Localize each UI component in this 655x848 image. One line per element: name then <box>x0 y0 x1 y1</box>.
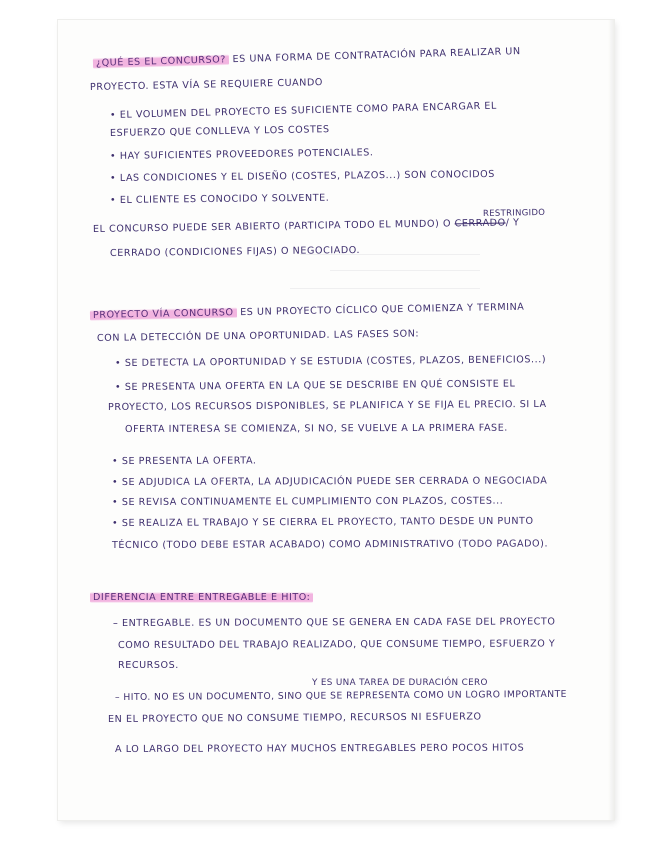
section1-bullet: • EL CLIENTE ES CONOCIDO Y SOLVENTE. <box>109 192 330 206</box>
section2-intro2: CON LA DETECCIÓN DE UNA OPORTUNIDAD. LAS FASES SON: <box>96 328 420 344</box>
section2-bullet: • SE REVISA CONTINUAMENTE EL CUMPLIMIENTO CON PLAZOS, COSTES... <box>111 495 504 508</box>
section1-heading: ¿QUÉ ES EL CONCURSO? <box>93 54 229 69</box>
section3-closing: A LO LARGO DEL PROYECTO HAY MUCHOS ENTREGABLES PERO POCOS HITOS <box>114 742 525 755</box>
section1-closing1-struck: CERRADO <box>454 217 506 230</box>
section3-line: RECURSOS. <box>118 660 179 671</box>
section3-heading-line <box>90 592 313 604</box>
section1-intro: ES UNA FORMA DE CONTRATACIÓN PARA REALIZAR UN <box>232 46 521 66</box>
section2-bullet: • SE PRESENTA UNA OFERTA EN LA QUE SE DESCRIBE EN QUÉ CONSISTE EL <box>114 378 516 393</box>
section1-bullet: • LAS CONDICIONES Y EL DISEÑO (COSTES, PLAZOS...) SON CONOCIDOS <box>109 168 495 184</box>
section1-bullet: • EL VOLUMEN DEL PROYECTO ES SUFICIENTE COMO PARA ENCARGAR EL <box>109 100 497 121</box>
section2-heading: PROYECTO VÍA CONCURSO <box>90 307 237 321</box>
section2-bullet: • SE DETECTA LA OPORTUNIDAD Y SE ESTUDIA (COSTES, PLAZOS, BENEFICIOS...) <box>114 354 547 369</box>
section2-bullet: • SE ADJUDICA LA OFERTA, LA ADJUDICACIÓN PUEDE SER CERRADA O NEGOCIADA <box>111 475 548 488</box>
section1-bullet: ESFUERZO QUE CONLLEVA Y LOS COSTES <box>109 124 330 139</box>
section1-closing1: EL CONCURSO PUEDE SER ABIERTO (PARTICIPA TODO EL MUNDO) O <box>92 218 452 235</box>
section1-closing1-end: / Y <box>505 217 520 229</box>
section3-line: COMO RESULTADO DEL TRABAJO REALIZADO, QUE CONSUME TIEMPO, ESFUERZO Y <box>117 638 556 651</box>
section2-bullet-cont: PROYECTO, LOS RECURSOS DISPONIBLES, SE PLANIFICA Y SE FIJA EL PRECIO. SI LA <box>107 398 547 413</box>
section2-bullet-cont: TÉCNICO (TODO DEBE ESTAR ACABADO) COMO ADMINISTRATIVO (TODO PAGADO). <box>111 538 549 551</box>
section2-bullet: • SE PRESENTA LA OFERTA. <box>111 455 257 467</box>
section2-bullet: • SE REALIZA EL TRABAJO Y SE CIERRA EL PROYECTO, TANTO DESDE UN PUNTO <box>111 515 534 529</box>
section3-line: – ENTREGABLE. ES UN DOCUMENTO QUE SE GENERA EN CADA FASE DEL PROYECTO <box>112 616 556 629</box>
section1-note-above: RESTRINGIDO <box>482 207 546 219</box>
section1-closing2: CERRADO (CONDICIONES FIJAS) O NEGOCIADO. <box>109 244 361 259</box>
section1-bullet: • HAY SUFICIENTES PROVEEDORES POTENCIALES. <box>109 147 374 162</box>
section3-hito: – HITO. NO ES UN DOCUMENTO, SINO QUE SE REPRESENTA COMO UN LOGRO IMPORTANTE <box>114 688 567 703</box>
section2-bullet-cont: OFERTA INTERESA SE COMIENZA, SI NO, SE VUELVE A LA PRIMERA FASE. <box>124 422 508 435</box>
section3-aside: Y ES UNA TAREA DE DURACIÓN CERO <box>312 678 488 688</box>
bleed-through-line <box>290 288 480 289</box>
section3-hito: EN EL PROYECTO QUE NO CONSUME TIEMPO, RECURSOS NI ESFUERZO <box>107 711 482 725</box>
section1-intro2: PROYECTO. ESTA VÍA SE REQUIERE CUANDO <box>89 77 324 93</box>
bleed-through-line <box>330 270 480 271</box>
section2-intro: ES UN PROYECTO CÍCLICO QUE COMIENZA Y TERMINA <box>240 301 525 319</box>
section3-heading: DIFERENCIA ENTRE ENTREGABLE E HITO: <box>90 592 313 603</box>
